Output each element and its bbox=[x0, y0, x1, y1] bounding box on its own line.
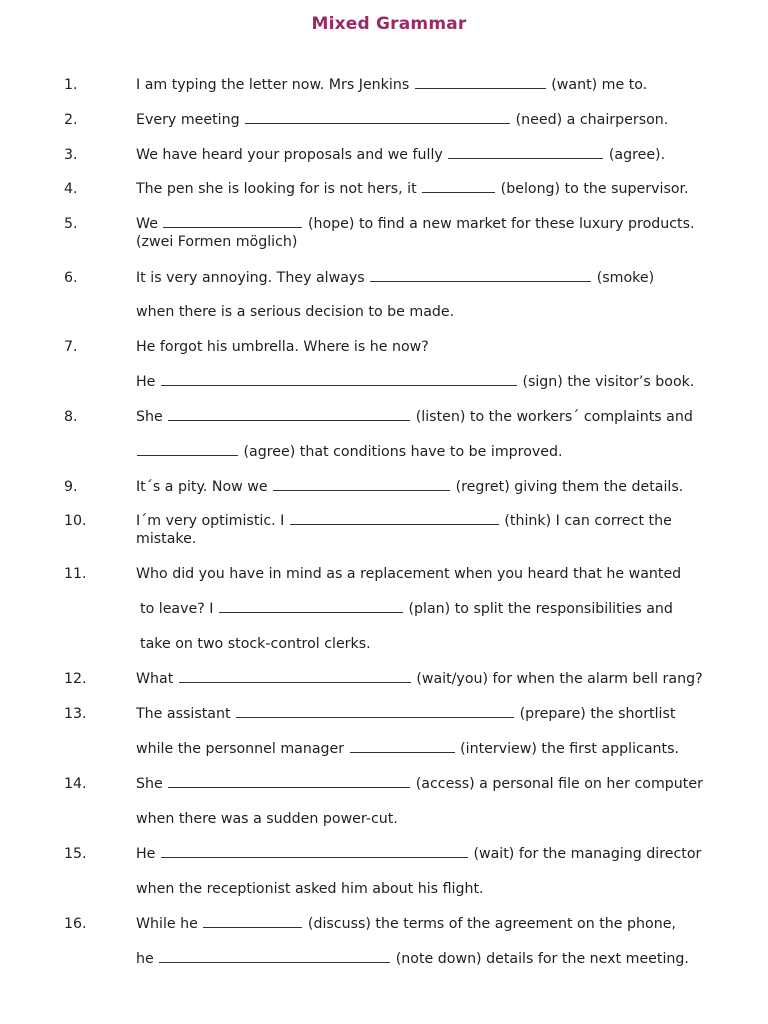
answer-blank[interactable] bbox=[168, 408, 410, 421]
item-line bbox=[136, 233, 297, 251]
sentence-text: (belong) to the supervisor. bbox=[500, 181, 689, 197]
sentence-text: She bbox=[136, 409, 163, 425]
item-line bbox=[136, 269, 654, 287]
sentence-text: I´m very optimistic. I bbox=[136, 513, 285, 529]
sentence-text: He bbox=[136, 374, 156, 390]
sentence-text: when the receptionist asked him about his flight. bbox=[136, 881, 484, 897]
sentence-text: (access) a personal file on her computer bbox=[415, 776, 703, 792]
sentence-text: We bbox=[136, 216, 158, 232]
item-number: 9. bbox=[64, 479, 78, 495]
item-line bbox=[136, 705, 675, 723]
sentence-text: (plan) to split the responsibilities and bbox=[408, 601, 673, 617]
item-number: 1. bbox=[64, 77, 78, 93]
sentence-text: (zwei Formen möglich) bbox=[136, 234, 298, 250]
sentence-text: The assistant bbox=[136, 706, 231, 722]
answer-blank[interactable] bbox=[415, 76, 546, 89]
sentence-text: (regret) giving them the details. bbox=[455, 479, 684, 495]
item-number: 16. bbox=[64, 916, 87, 932]
answer-blank[interactable] bbox=[168, 775, 410, 788]
sentence-text: (hope) to find a new market for these luxury products. bbox=[307, 216, 695, 232]
answer-blank[interactable] bbox=[370, 269, 591, 282]
sentence-text: (need) a chairperson. bbox=[515, 112, 669, 128]
sentence-text: (prepare) the shortlist bbox=[519, 706, 676, 722]
sentence-text: (discuss) the terms of the agreement on the phone, bbox=[307, 916, 676, 932]
item-line bbox=[136, 915, 676, 933]
item-number: 13. bbox=[64, 706, 87, 722]
item-number: 5. bbox=[64, 216, 78, 232]
sentence-text: mistake. bbox=[136, 531, 197, 547]
sentence-text: (interview) the first applicants. bbox=[460, 741, 679, 757]
answer-blank[interactable] bbox=[245, 111, 510, 124]
sentence-text: (think) I can correct the bbox=[504, 513, 672, 529]
item-line bbox=[136, 478, 683, 496]
item-number: 11. bbox=[64, 566, 87, 582]
item-line bbox=[136, 512, 672, 530]
item-line bbox=[136, 76, 647, 94]
sentence-text: The pen she is looking for is not hers, it bbox=[136, 181, 417, 197]
sentence-text: What bbox=[136, 671, 174, 687]
item-line bbox=[136, 443, 563, 461]
sentence-text: He bbox=[136, 846, 156, 862]
sentence-text: I am typing the letter now. Mrs Jenkins bbox=[136, 77, 410, 93]
sentence-text: We have heard your proposals and we fully bbox=[136, 147, 443, 163]
answer-blank[interactable] bbox=[161, 373, 517, 386]
answer-blank[interactable] bbox=[137, 443, 238, 456]
sentence-text: (listen) to the workers´ complaints and bbox=[415, 409, 693, 425]
answer-blank[interactable] bbox=[161, 845, 468, 858]
sentence-text: It is very annoying. They always bbox=[136, 270, 365, 286]
sentence-text: She bbox=[136, 776, 163, 792]
sentence-text: (agree). bbox=[608, 147, 666, 163]
item-number: 3. bbox=[64, 147, 78, 163]
answer-blank[interactable] bbox=[290, 512, 499, 525]
answer-blank[interactable] bbox=[203, 915, 302, 928]
sentence-text: to leave? I bbox=[140, 601, 214, 617]
answer-blank[interactable] bbox=[273, 478, 450, 491]
answer-blank[interactable] bbox=[163, 215, 302, 228]
sentence-text: While he bbox=[136, 916, 198, 932]
sentence-text: (smoke) bbox=[596, 270, 655, 286]
item-line bbox=[136, 740, 679, 758]
answer-blank[interactable] bbox=[350, 740, 455, 753]
answer-blank[interactable] bbox=[179, 670, 411, 683]
item-number: 14. bbox=[64, 776, 87, 792]
item-number: 10. bbox=[64, 513, 87, 529]
sentence-text: (wait) for the managing director bbox=[473, 846, 702, 862]
item-number: 15. bbox=[64, 846, 87, 862]
answer-blank[interactable] bbox=[422, 180, 495, 193]
item-number: 7. bbox=[64, 339, 78, 355]
item-line bbox=[136, 303, 454, 321]
item-line bbox=[136, 146, 665, 164]
sentence-text: He forgot his umbrella. Where is he now? bbox=[136, 339, 429, 355]
item-line bbox=[136, 111, 668, 129]
item-number: 12. bbox=[64, 671, 87, 687]
sentence-text: when there was a sudden power-cut. bbox=[136, 811, 398, 827]
item-line bbox=[136, 810, 398, 828]
answer-blank[interactable] bbox=[159, 950, 390, 963]
sentence-text: take on two stock-control clerks. bbox=[140, 636, 371, 652]
item-number: 2. bbox=[64, 112, 78, 128]
item-line bbox=[136, 775, 703, 793]
item-line bbox=[140, 635, 371, 653]
item-number: 4. bbox=[64, 181, 78, 197]
item-line bbox=[136, 408, 693, 426]
item-line bbox=[136, 180, 689, 198]
sentence-text: (want) me to. bbox=[551, 77, 648, 93]
sentence-text: (note down) details for the next meeting. bbox=[395, 951, 689, 967]
sentence-text: Every meeting bbox=[136, 112, 240, 128]
item-number: 8. bbox=[64, 409, 78, 425]
worksheet-title: Mixed Grammar bbox=[311, 14, 467, 34]
sentence-text: Who did you have in mind as a replacement when you heard that he wanted bbox=[136, 566, 682, 582]
answer-blank[interactable] bbox=[236, 705, 514, 718]
answer-blank[interactable] bbox=[219, 600, 403, 613]
sentence-text: when there is a serious decision to be made. bbox=[136, 304, 455, 320]
item-number: 6. bbox=[64, 270, 78, 286]
sentence-text: he bbox=[136, 951, 154, 967]
item-line bbox=[136, 373, 694, 391]
item-line bbox=[136, 215, 695, 233]
sentence-text: It´s a pity. Now we bbox=[136, 479, 268, 495]
item-line bbox=[136, 565, 681, 583]
sentence-text: while the personnel manager bbox=[136, 741, 345, 757]
item-line bbox=[140, 600, 673, 618]
answer-blank[interactable] bbox=[448, 146, 603, 159]
sentence-text: (wait/you) for when the alarm bell rang? bbox=[416, 671, 703, 687]
item-line bbox=[136, 338, 429, 356]
item-line bbox=[136, 530, 196, 548]
item-line bbox=[136, 845, 701, 863]
sentence-text: (agree) that conditions have to be improved. bbox=[243, 444, 563, 460]
item-line bbox=[136, 880, 484, 898]
sentence-text: (sign) the visitor’s book. bbox=[522, 374, 695, 390]
item-line bbox=[136, 950, 689, 968]
item-line bbox=[136, 670, 703, 688]
